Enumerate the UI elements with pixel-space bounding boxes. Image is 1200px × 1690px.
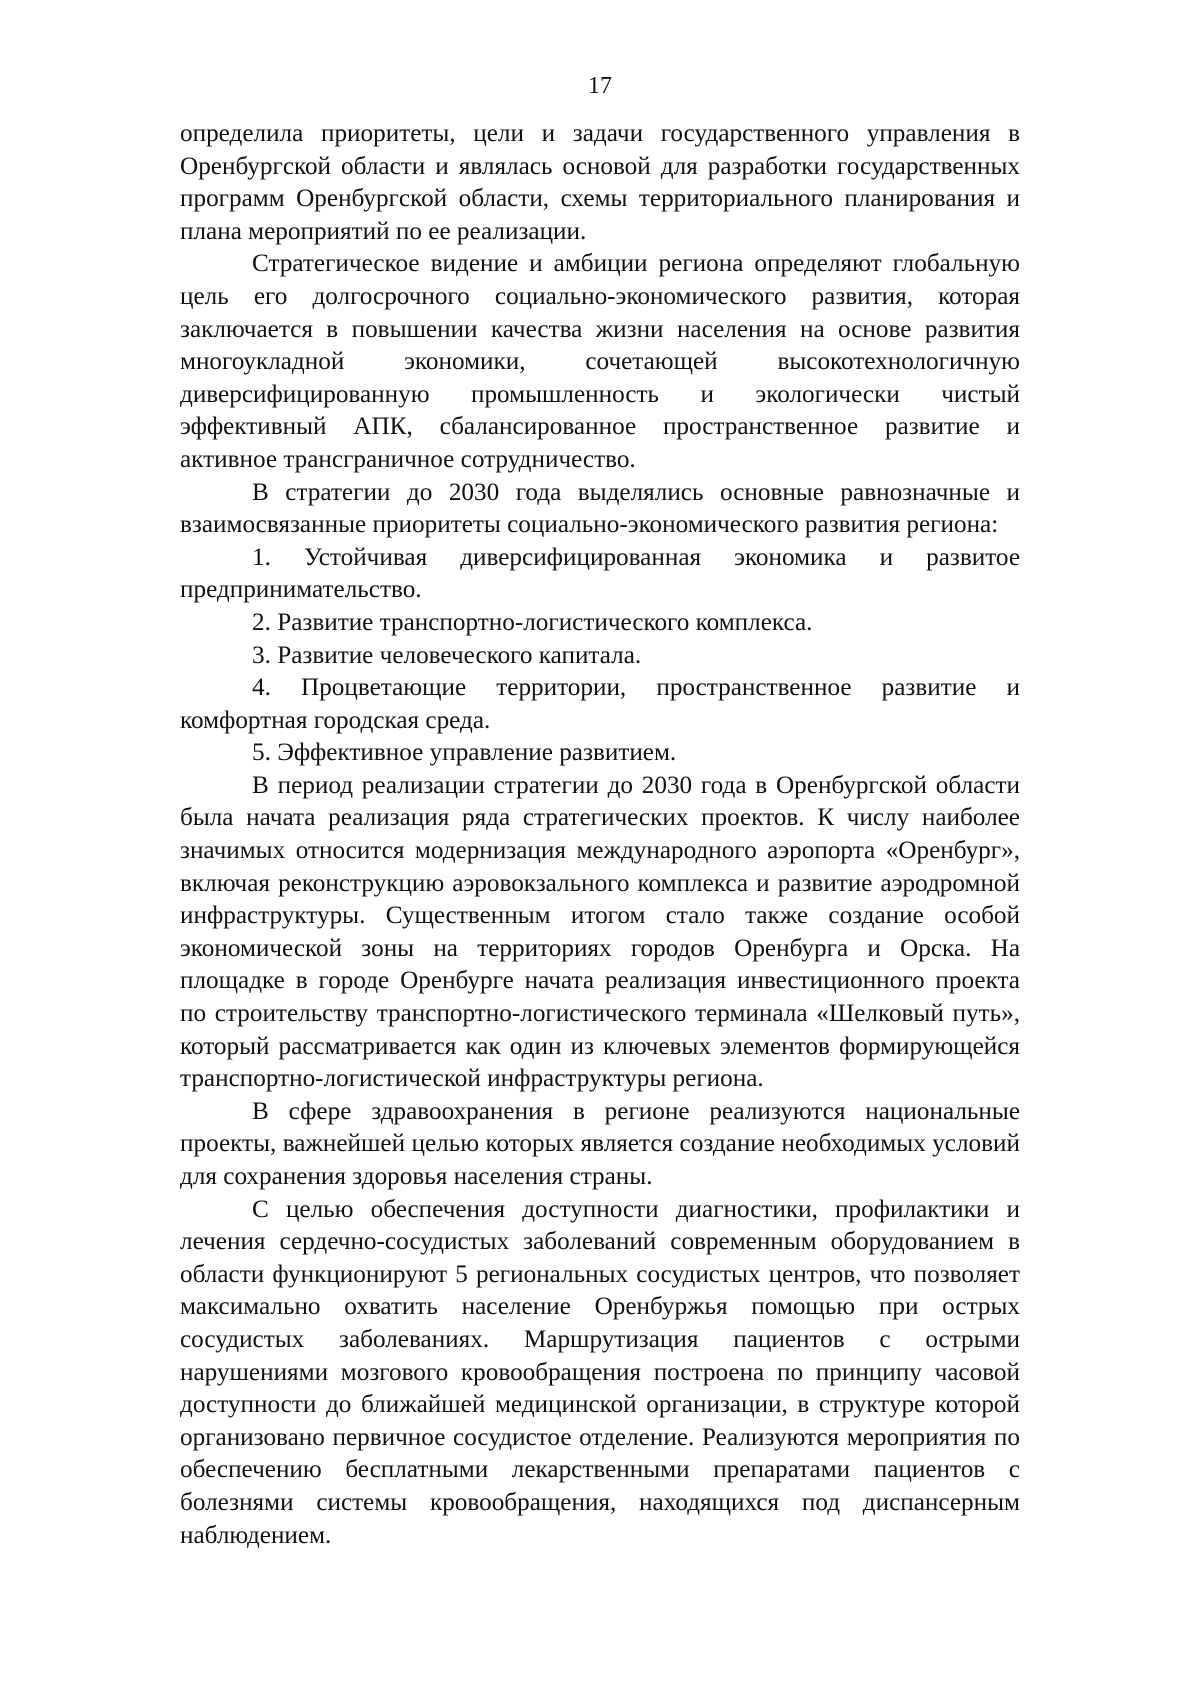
document-body xyxy=(180,118,1020,1552)
page-number: 17 xyxy=(588,73,612,99)
priority-item-1: 1. Устойчивая диверсифицированная экономика и развитое предпринимательство. xyxy=(180,543,1020,604)
paragraph-continuation: определила приоритеты, цели и задачи государственного управления в Оренбургской области и являлась основой для разработки государственных программ Оренбургской области, схемы территориального планирования и плана мероприятий по ее реализации. xyxy=(180,120,1020,245)
priority-item-4: 4. Процветающие территории, пространственное развитие и комфортная городская среда. xyxy=(180,674,1020,734)
paragraph-vascular-centers: С целью обеспечения доступности диагностики, профилактики и лечения сердечно-сосудистых заболеваний современным оборудованием в области функционируют 5 региональных сосудистых центров, что позволяет максимально охватить население Оренбуржья помощью при острых сосудистых заболеваниях. Маршрутизация пациентов с острыми нарушениями мозгового кровообращения построена по принципу часовой доступности до ближайшей медицинской организации, в структуре которой организовано первичное сосудистое отделение. Реализуются мероприятия по обеспечению бесплатными лекарственными препаратами пациентов с болезнями системы кровообращения, находящихся под диспансерным наблюдением. xyxy=(180,1195,1020,1549)
paragraph-healthcare: В сфере здравоохранения в регионе реализуются национальные проекты, важнейшей целью которых является создание необходимых условий для сохранения здоровья населения страны. xyxy=(180,1097,1020,1190)
priority-item-3: 3. Развитие человеческого капитала. xyxy=(252,641,642,669)
paragraph-priorities-intro: В стратегии до 2030 года выделялись основные равнозначные и взаимосвязанные приоритеты социально-экономического развития региона: xyxy=(180,478,1020,539)
paragraph-strategic-vision: Стратегическое видение и амбиции региона определяют глобальную цель его долгосрочного социально-экономического развития, которая заключается в повышении качества жизни населения на основе развития многоукладной экономики, сочетающей высокотехнологичную диверсифицированную промышленность и экологически чистый эффективный АПК, сбалансированное пространственное развитие и активное трансграничное сотрудничество. xyxy=(180,250,1020,473)
priority-item-5: 5. Эффективное управление развитием. xyxy=(252,739,677,767)
paragraph-strategic-projects: В период реализации стратегии до 2030 года в Оренбургской области была начата реализация ряда стратегических проектов. К числу наиболее значимых относится модернизация международного аэропорта «Оренбург», включая реконструкцию аэровокзального комплекса и развитие аэродромной инфраструктуры. Существенным итогом стало также создание особой экономической зоны на территориях городов Оренбурга и Орска. На площадке в городе Оренбурге начата реализация инвестиционного проекта по строительству транспортно-логистического терминала «Шелковый путь», который рассматривается как один из ключевых элементов формирующейся транспортно-логистической инфраструктуры региона. xyxy=(180,771,1020,1093)
priority-item-2: 2. Развитие транспортно-логистического комплекса. xyxy=(252,608,813,636)
